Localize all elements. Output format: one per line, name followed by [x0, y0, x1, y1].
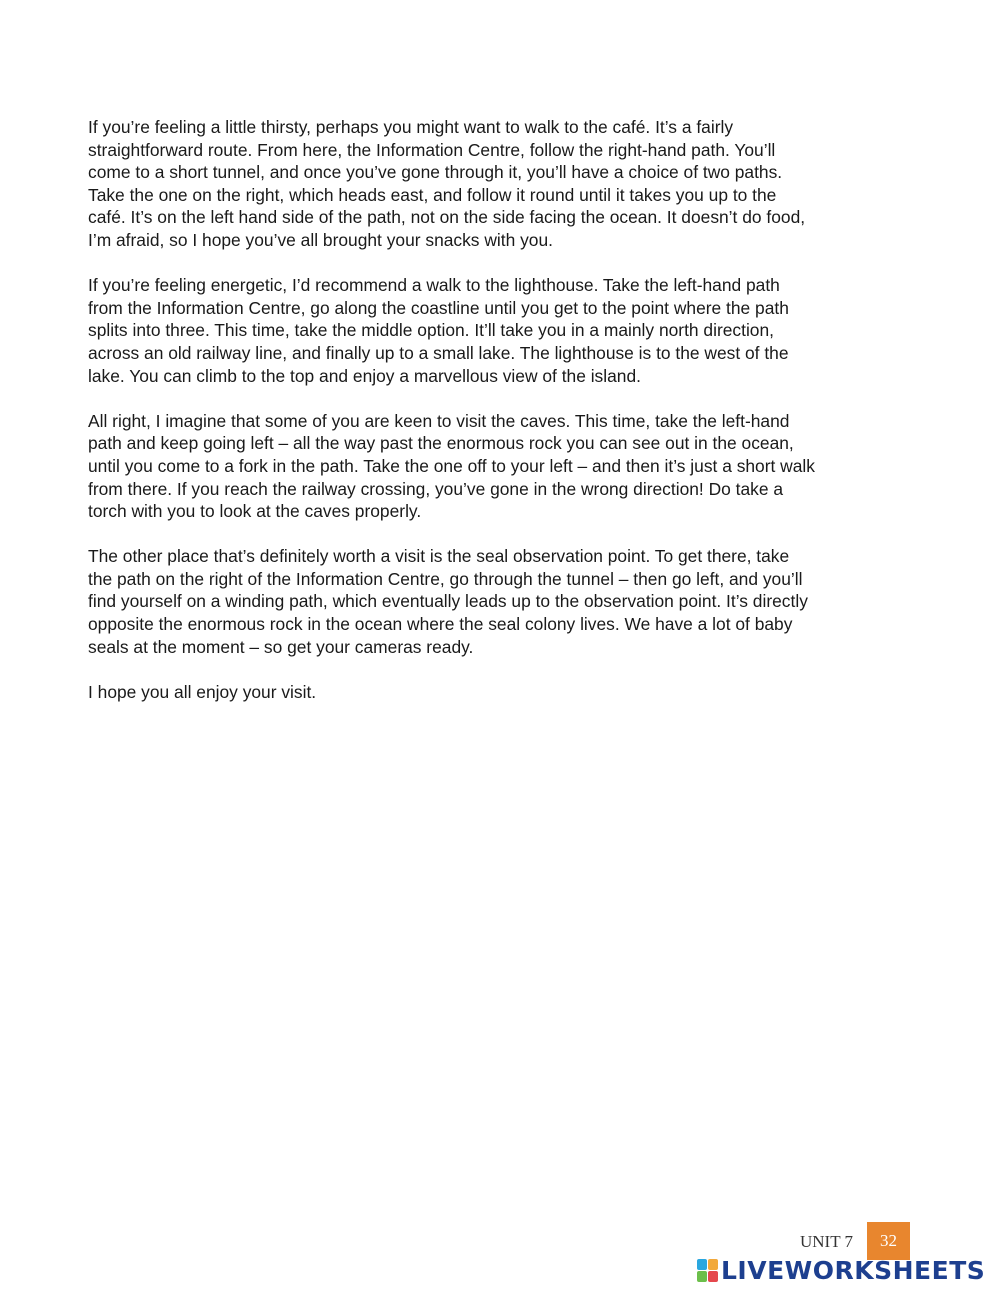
- unit-label: UNIT 7: [800, 1232, 854, 1251]
- paragraph-cafe-directions: If you’re feeling a little thirsty, perhaps you might want to walk to the café. It’s a fairly straightforward route. From here, the Information Centre, follow the right-hand path. You’ll come to a short tunnel, and once you’ve gone through it, you’ll have a choice of two paths. Take the one on the right, which heads east, and follow it round until it takes you up to the café. It’s on the left hand side of the path, not on the side facing the ocean. It doesn’t do food, I’m afraid, so I hope you’ve all brought your snacks with you.: [88, 117, 806, 250]
- brand-text: LIVEWORKSHEETS: [721, 1256, 986, 1285]
- paragraph-lighthouse-directions: If you’re feeling energetic, I’d recommend a walk to the lighthouse. Take the left-hand path from the Information Centre, go along the coastline until you get to the point where the path splits into three. This time, take the middle option. It’ll take you in a mainly north direction, across an old railway line, and finally up to a small lake. The lighthouse is to the west of the lake. You can climb to the top and enjoy a marvellous view of the island.: [88, 275, 789, 386]
- document-body: [88, 116, 918, 726]
- paragraph-seal-observation-directions: The other place that’s definitely worth a visit is the seal observation point. To get there, take the path on the right of the Information Centre, go through the tunnel – then go left, and you’ll find yourself on a winding path, which eventually leads up to the observation point. It’s directly opposite the enormous rock in the ocean where the seal colony lives. We have a lot of baby seals at the moment – so get your cameras ready.: [88, 546, 808, 657]
- liveworksheets-brand[interactable]: [697, 1257, 985, 1285]
- paragraph-closing: I hope you all enjoy your visit.: [88, 681, 317, 702]
- liveworksheets-logo-icon: [697, 1259, 719, 1283]
- paragraph-caves-directions: All right, I imagine that some of you are keen to visit the caves. This time, take the left-hand path and keep going left – all the way past the enormous rock you can see out in the ocean, until you come to a fork in the path. Take the one off to your left – and then it’s just a short walk from there. If you reach the railway crossing, you’ve gone in the wrong direction! Do take a torch with you to look at the caves properly.: [88, 410, 815, 522]
- page-number-badge: 32: [867, 1222, 910, 1260]
